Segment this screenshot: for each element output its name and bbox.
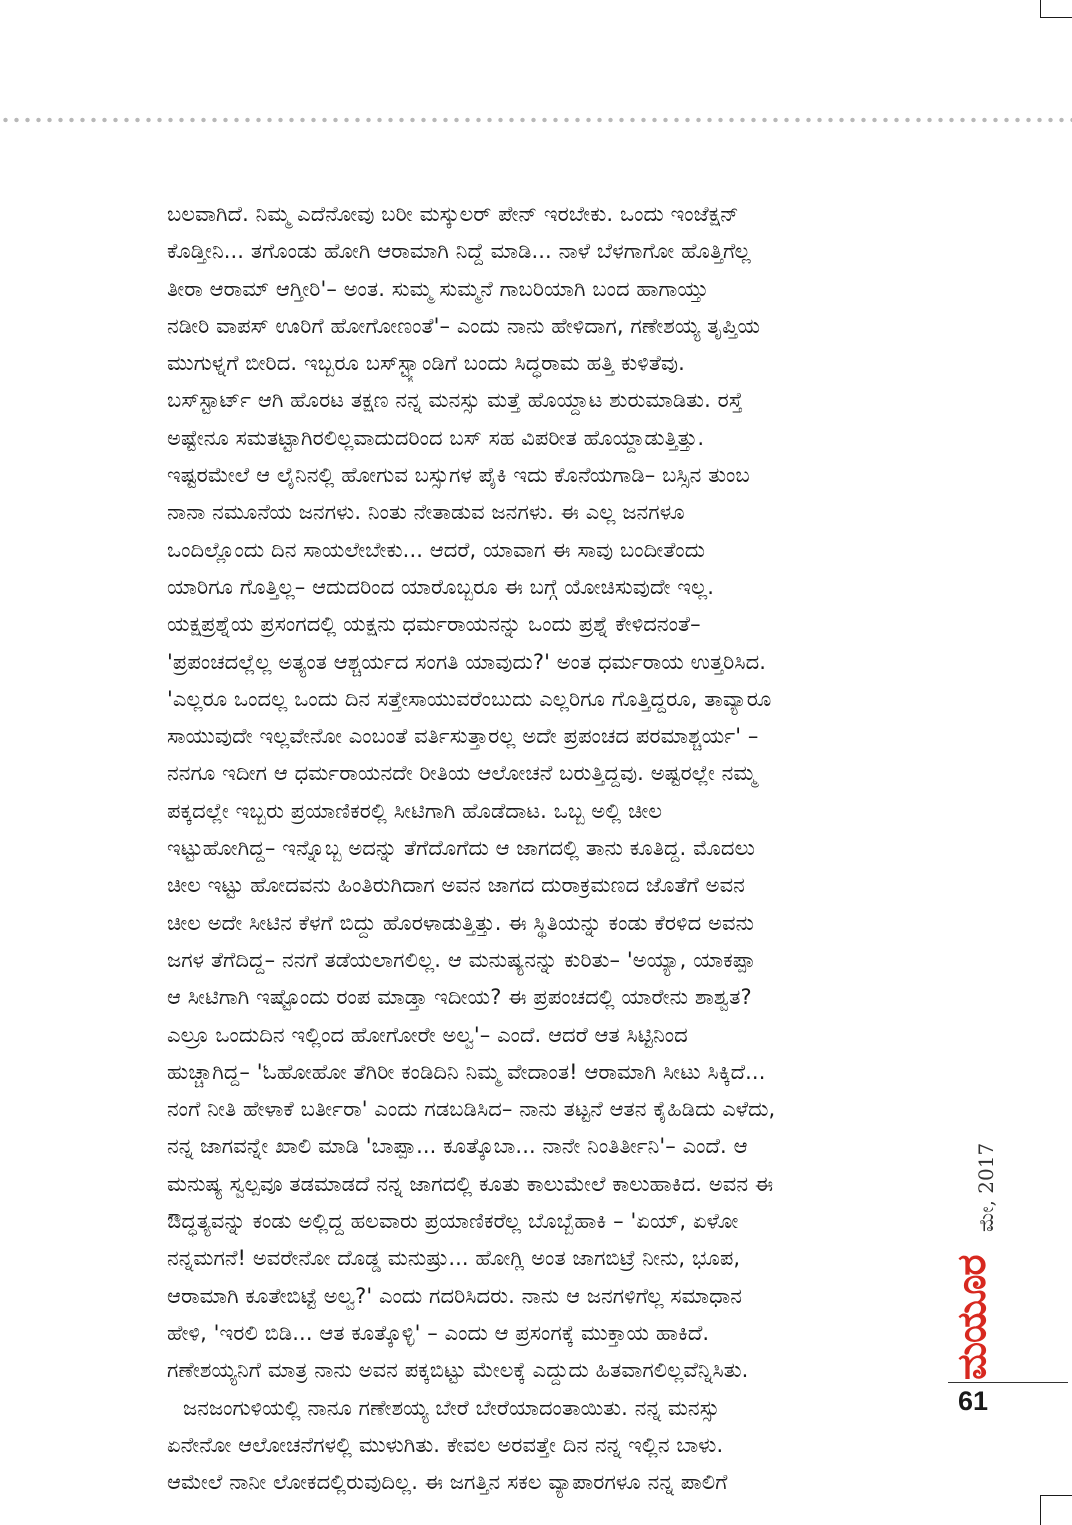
article-line: ನನಗೂ ಇದೀಗ ಆ ಧರ್ಮರಾಯನದೇ ರೀತಿಯ ಆಲೋಚನೆ ಬರುತ್ತಿದ್ದವು. ಅಷ್ಟರಲ್ಲೇ ನಮ್ಮ	[167, 761, 757, 786]
crop-mark-bottom-vertical	[1040, 1495, 1041, 1525]
article-line: ಯಕ್ಷಪ್ರಶ್ನೆಯ ಪ್ರಸಂಗದಲ್ಲಿ ಯಕ್ಷನು ಧರ್ಮರಾಯನನ್ನು ಒಂದು ಪ್ರಶ್ನೆ ಕೇಳಿದನಂತೆ–	[167, 612, 701, 637]
article-line: ಯಾರಿಗೂ ಗೊತ್ತಿಲ್ಲ– ಆದುದರಿಂದ ಯಾರೊಬ್ಬರೂ ಈ ಬಗ್ಗೆ ಯೋಚಿಸುವುದೇ ಇಲ್ಲ.	[167, 574, 715, 599]
article-line: ಹುಚ್ಚಾಗಿದ್ದ– 'ಓಹೋಹೋ ತೆಗಿರೀ ಕಂಡಿದಿನಿ ನಿಮ್ಮ ವೇದಾಂತ! ಆರಾಮಾಗಿ ಸೀಟು ಸಿಕ್ಕಿದೆ...	[167, 1059, 766, 1084]
article-line: ಬಸ್‌ಸ್ಟಾರ್ಟ್ ಆಗಿ ಹೊರಟ ತಕ್ಷಣ ನನ್ನ ಮನಸ್ಸು ಮತ್ತೆ ಹೊಯ್ದಾಟ ಶುರುಮಾಡಿತು. ರಸ್ತೆ	[167, 388, 743, 413]
article-line: ಎಲ್ರೂ ಒಂದುದಿನ ಇಲ್ಲಿಂದ ಹೋಗೋರೇ ಅಲ್ವ'– ಎಂದೆ. ಆದರೆ ಆತ ಸಿಟ್ಟಿನಿಂದ	[167, 1022, 688, 1047]
dotted-divider	[0, 116, 1072, 124]
article-line: ಇಷ್ಟರಮೇಲೆ ಆ ಲೈನಿನಲ್ಲಿ ಹೋಗುವ ಬಸ್ಸುಗಳ ಪೈಕಿ ಇದು ಕೊನೆಯಗಾಡಿ– ಬಸ್ಸಿನ ತುಂಬ	[167, 463, 750, 488]
page-number-rule	[948, 1382, 1068, 1383]
article-line: ಆ ಸೀಟಿಗಾಗಿ ಇಷ್ಟೊಂದು ರಂಪ ಮಾಡ್ತಾ ಇದೀಯ? ಈ ಪ್ರಪಂಚದಲ್ಲಿ ಯಾರೇನು ಶಾಶ್ವತ?	[167, 985, 752, 1010]
article-line: ಜಗಳ ತೆಗೆದಿದ್ದ– ನನಗೆ ತಡೆಯಲಾಗಲಿಲ್ಲ. ಆ ಮನುಷ್ಯನನ್ನು ಕುರಿತು– 'ಅಯ್ಯಾ, ಯಾಕಪ್ಪಾ	[167, 947, 756, 972]
article-line: ಆರಾಮಾಗಿ ಕೂತೇಬಿಟ್ಟೆ ಅಲ್ವ?' ಎಂದು ಗದರಿಸಿದರು. ನಾನು ಆ ಜನಗಳಿಗೆಲ್ಲ ಸಮಾಧಾನ	[167, 1283, 743, 1308]
crop-mark-bottom-horizontal	[1040, 1495, 1072, 1496]
article-line: ಗಣೇಶಯ್ಯನಿಗೆ ಮಾತ್ರ ನಾನು ಅವನ ಪಕ್ಕಬಿಟ್ಟು ಮೇಲಕ್ಕೆ ಎದ್ದುದು ಹಿತವಾಗಲಿಲ್ಲವೆನ್ನಿಸಿತು.	[167, 1358, 749, 1383]
article-line: ನಂಗೆ ನೀತಿ ಹೇಳಾಕೆ ಬರ್ತೀರಾ' ಎಂದು ಗಡಬಡಿಸಿದ– ನಾನು ತಟ್ಟನೆ ಆತನ ಕೈಹಿಡಿದು ಎಳೆದು,	[167, 1097, 776, 1122]
article-line: ಮನುಷ್ಯ ಸ್ವಲ್ಪವೂ ತಡಮಾಡದೆ ನನ್ನ ಜಾಗದಲ್ಲಿ ಕೂತು ಕಾಲುಮೇಲೆ ಕಾಲುಹಾಕಿದ. ಅವನ ಈ	[167, 1171, 774, 1196]
article-line: 'ಪ್ರಪಂಚದಲ್ಲೆಲ್ಲ ಅತ್ಯಂತ ಆಶ್ಚರ್ಯದ ಸಂಗತಿ ಯಾವುದು?' ಅಂತ ಧರ್ಮರಾಯ ಉತ್ತರಿಸಿದ.	[167, 649, 767, 674]
article-line: ಸಾಯುವುದೇ ಇಲ್ಲವೇನೋ ಎಂಬಂತೆ ವರ್ತಿಸುತ್ತಾರಲ್ಲ ಅದೇ ಪ್ರಪಂಚದ ಪರಮಾಶ್ಚರ್ಯ' –	[167, 724, 759, 749]
article-line: ಚೀಲ ಅದೇ ಸೀಟಿನ ಕೆಳಗೆ ಬಿದ್ದು ಹೊರಳಾಡುತ್ತಿತ್ತು. ಈ ಸ್ಥಿತಿಯನ್ನು ಕಂಡು ಕೆರಳಿದ ಅವನು	[167, 910, 755, 935]
article-line: ಜನಜಂಗುಳಿಯಲ್ಲಿ ನಾನೂ ಗಣೇಶಯ್ಯ ಬೇರೆ ಬೇರೆಯಾದಂತಾಯಿತು. ನನ್ನ ಮನಸ್ಸು	[183, 1395, 720, 1420]
article-line: ನಡೀರಿ ವಾಪಸ್ ಊರಿಗೆ ಹೋಗೋಣಂತೆ'– ಎಂದು ನಾನು ಹೇಳಿದಾಗ, ಗಣೇಶಯ್ಯ ತೃಪ್ತಿಯ	[167, 313, 761, 338]
magazine-logo: ಮಯೂರ	[949, 1255, 995, 1380]
article-line: ಏನೇನೋ ಆಲೋಚನೆಗಳಲ್ಲಿ ಮುಳುಗಿತು. ಕೇವಲ ಅರವತ್ತೇ ದಿನ ನನ್ನ ಇಲ್ಲಿನ ಬಾಳು.	[167, 1432, 724, 1457]
crop-mark-top-vertical	[1040, 0, 1041, 18]
page-number: 61	[958, 1386, 989, 1416]
article-line: ಆಮೇಲೆ ನಾನೀ ಲೋಕದಲ್ಲಿರುವುದಿಲ್ಲ. ಈ ಜಗತ್ತಿನ ಸಕಲ ವ್ಯಾಪಾರಗಳೂ ನನ್ನ ಪಾಲಿಗೆ	[167, 1470, 728, 1495]
article-line: ಇಟ್ಟುಹೋಗಿದ್ದ– ಇನ್ನೊಬ್ಬ ಅದನ್ನು ತೆಗೆದೊಗೆದು ಆ ಜಾಗದಲ್ಲಿ ತಾನು ಕೂತಿದ್ದ. ಮೊದಲು	[167, 836, 755, 861]
article-line: ಚೀಲ ಇಟ್ಟು ಹೋದವನು ಹಿಂತಿರುಗಿದಾಗ ಅವನ ಜಾಗದ ದುರಾಕ್ರಮಣದ ಜೊತೆಗೆ ಅವನ	[167, 873, 745, 898]
article-line: ಅಷ್ಟೇನೂ ಸಮತಟ್ಟಾಗಿರಲಿಲ್ಲವಾದುದರಿಂದ ಬಸ್ ಸಹ ವಿಪರೀತ ಹೊಯ್ದಾಡುತ್ತಿತ್ತು.	[167, 425, 705, 450]
article-body	[167, 196, 912, 1501]
article-line: ಬಲವಾಗಿದೆ. ನಿಮ್ಮ ಎದೆನೋವು ಬರೀ ಮಸ್ಕುಲರ್ ಪೇನ್ ಇರಬೇಕು. ಒಂದು ಇಂಜೆಕ್ಷನ್	[167, 202, 739, 226]
article-line: ಹೇಳಿ, 'ಇರಲಿ ಬಿಡಿ... ಆತ ಕೂತ್ಕೊಳ್ಳಿ' – ಎಂದು ಆ ಪ್ರಸಂಗಕ್ಕೆ ಮುಕ್ತಾಯ ಹಾಕಿದೆ.	[167, 1320, 710, 1345]
article-line: ನನ್ನಮಗನೆ! ಅವರೇನೋ ದೊಡ್ಡ ಮನುಷ್ರು... ಹೋಗ್ಲಿ ಅಂತ ಜಾಗಬಿಟ್ರೆ ನೀನು, ಭೂಪ,	[167, 1246, 741, 1271]
article-line: ಕೊಡ್ತೀನಿ... ತಗೊಂಡು ಹೋಗಿ ಆರಾಮಾಗಿ ನಿದ್ದೆ ಮಾಡಿ... ನಾಳೆ ಬೆಳಗಾಗೋ ಹೊತ್ತಿಗೆಲ್ಲ	[167, 239, 751, 264]
article-line: ಪಕ್ಕದಲ್ಲೇ ಇಬ್ಬರು ಪ್ರಯಾಣಿಕರಲ್ಲಿ ಸೀಟಿಗಾಗಿ ಹೊಡೆದಾಟ. ಒಬ್ಬ ಅಲ್ಲಿ ಚೀಲ	[167, 798, 663, 823]
article-line: ನನ್ನ ಜಾಗವನ್ನೇ ಖಾಲಿ ಮಾಡಿ 'ಬಾಪ್ಪಾ... ಕೂತ್ಕೊಬಾ... ನಾನೇ ನಿಂತಿರ್ತೀನಿ'– ಎಂದೆ. ಆ	[167, 1134, 748, 1159]
issue-date: ಮೇ, 2017	[974, 1142, 998, 1232]
article-line: ಮುಗುಳ್ನಗೆ ಬೀರಿದ. ಇಬ್ಬರೂ ಬಸ್‌ಸ್ಟ್ಯಾಂಡಿಗೆ ಬಂದು ಸಿದ್ಧರಾಮ ಹತ್ತಿ ಕುಳಿತೆವು.	[167, 351, 685, 376]
article-line: ಒಂದಿಲ್ಲೊಂದು ದಿನ ಸಾಯಲೇಬೇಕು... ಆದರೆ, ಯಾವಾಗ ಈ ಸಾವು ಬಂದೀತೆಂದು	[167, 537, 706, 562]
article-line: ಔದ್ಧತ್ಯವನ್ನು ಕಂಡು ಅಲ್ಲಿದ್ದ ಹಲವಾರು ಪ್ರಯಾಣಿಕರೆಲ್ಲ ಬೊಬ್ಬೆಹಾಕಿ – 'ಏಯ್, ಏಳೋ	[167, 1209, 739, 1234]
crop-mark-top-horizontal	[1040, 17, 1072, 18]
article-line: ನಾನಾ ನಮೂನೆಯ ಜನಗಳು. ನಿಂತು ನೇತಾಡುವ ಜನಗಳು. ಈ ಎಲ್ಲ ಜನಗಳೂ	[167, 500, 685, 525]
article-line: 'ಎಲ್ಲರೂ ಒಂದಲ್ಲ ಒಂದು ದಿನ ಸತ್ತೇಸಾಯುವರೆಂಬುದು ಎಲ್ಲರಿಗೂ ಗೊತ್ತಿದ್ದರೂ, ತಾವ್ಯಾರೂ	[167, 686, 772, 711]
article-line: ತೀರಾ ಆರಾಮ್ ಆಗ್ತೀರಿ'– ಅಂತ. ಸುಮ್ಮ ಸುಮ್ಮನೆ ಗಾಬರಿಯಾಗಿ ಬಂದ ಹಾಗಾಯ್ತು	[167, 276, 709, 301]
